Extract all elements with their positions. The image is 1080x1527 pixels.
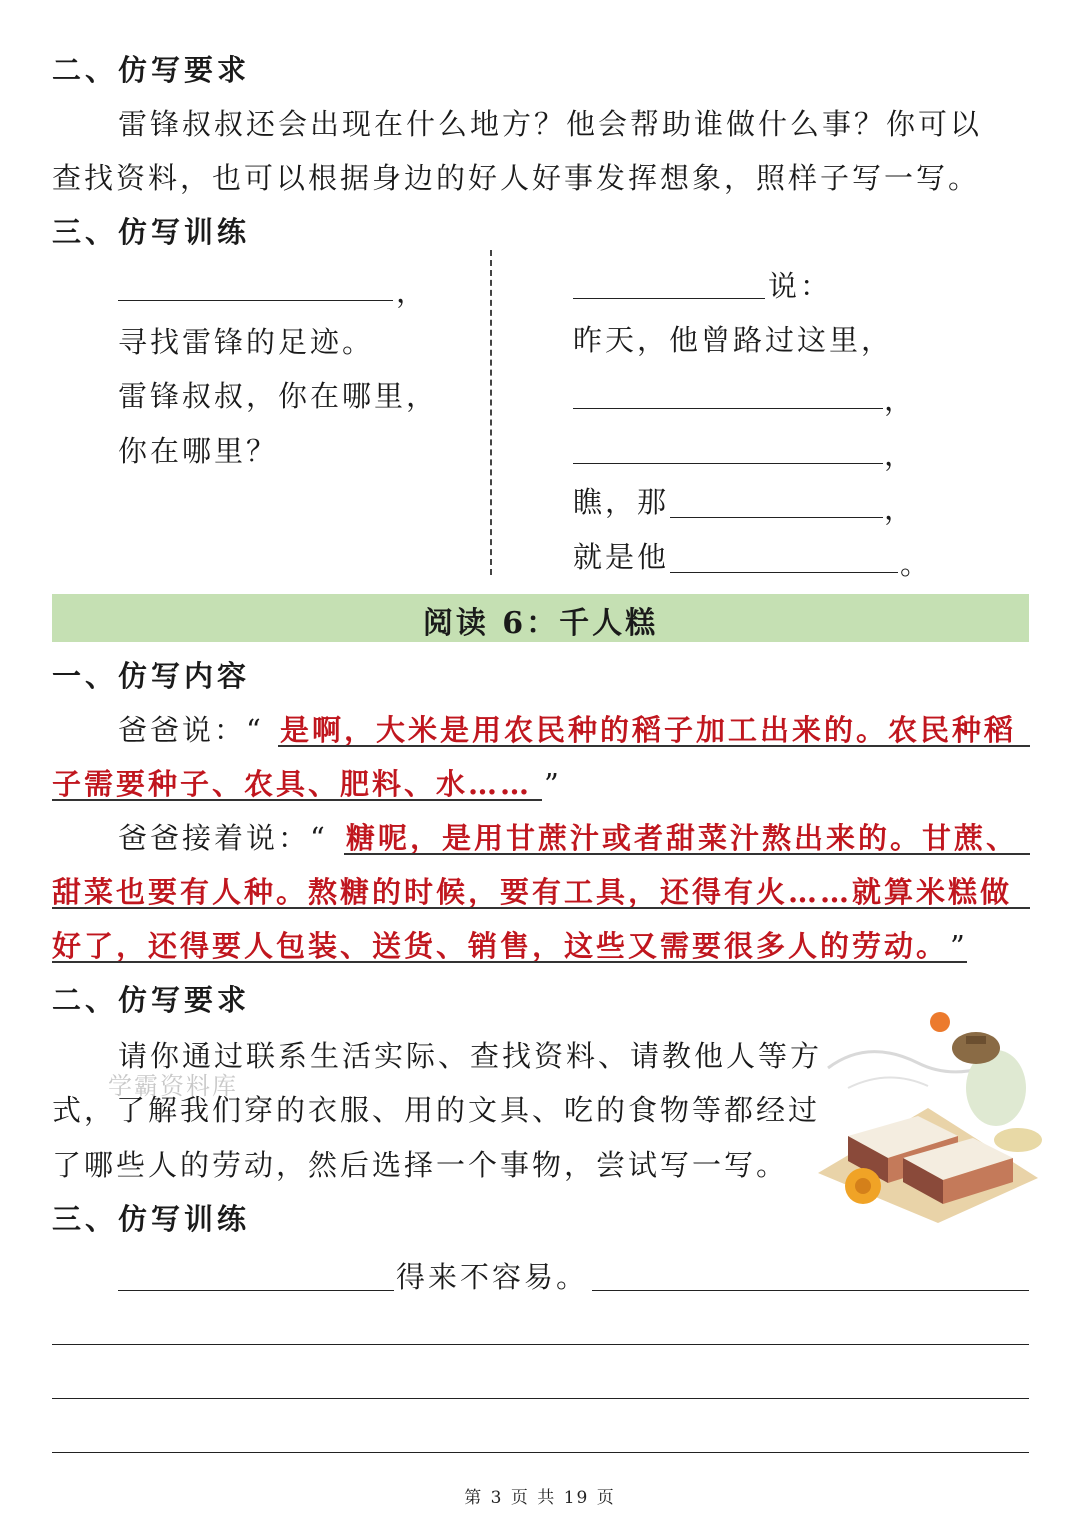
punctuation: ，: [884, 492, 917, 526]
section-heading-training: 三、仿写训练: [52, 1202, 251, 1236]
poem-line: 寻找雷锋的足迹。: [118, 325, 375, 359]
highlight-quote-line: 好了，还得要人包装、送货、销售，这些又需要很多人的劳动。: [52, 929, 949, 963]
highlight-quote-line: 子需要种子、农具、肥料、水……: [52, 767, 533, 801]
requirement-text-line: 式，了解我们穿的衣服、用的文具、吃的食物等都经过: [52, 1093, 821, 1127]
underline: [52, 961, 967, 963]
writing-line[interactable]: [52, 1398, 1029, 1399]
underline: [344, 853, 1030, 855]
section-heading-training: 三、仿写训练: [52, 215, 251, 249]
underline: [52, 907, 1030, 909]
highlight-quote-line: 是啊，大米是用农民种的稻子加工出来的。农民种稻: [280, 713, 1017, 747]
reading-title-banner: [52, 594, 1029, 642]
requirement-text-line: 查找资料，也可以根据身边的好人好事发挥想象，照样子写一写。: [52, 161, 981, 195]
punctuation: 。: [900, 547, 933, 581]
fill-blank[interactable]: [573, 463, 883, 464]
section-heading-requirements: 二、仿写要求: [52, 983, 251, 1017]
section-heading-requirements: 二、仿写要求: [52, 53, 251, 87]
poem-line: 你在哪里？: [118, 434, 279, 468]
highlight-quote-line: 糖呢，是用甘蔗汁或者甜菜汁熬出来的。甘蔗、: [346, 821, 1019, 855]
punctuation: ，: [884, 383, 917, 417]
reading-title: 阅读 6：千人糕: [422, 606, 659, 641]
poem-line: 昨天，他曾路过这里，: [573, 323, 894, 357]
fill-blank[interactable]: [118, 1290, 394, 1291]
requirement-text-line: 请你通过联系生活实际、查找资料、请教他人等方: [118, 1039, 823, 1073]
underline: [52, 799, 542, 801]
watermark: 学霸资料库: [108, 1072, 238, 1100]
quote-close: ”: [544, 767, 562, 801]
requirement-text-line: 雷锋叔叔还会出现在什么地方？他会帮助谁做什么事？你可以: [118, 107, 983, 141]
poem-text: 说：: [768, 269, 833, 303]
fill-blank[interactable]: [670, 517, 883, 518]
fill-blank[interactable]: [573, 298, 765, 299]
requirement-text-line: 了哪些人的劳动，然后选择一个事物，尝试写一写。: [52, 1148, 789, 1182]
writing-line[interactable]: [592, 1290, 1029, 1291]
poem-line: 雷锋叔叔，你在哪里，: [118, 379, 439, 413]
fill-blank[interactable]: [118, 300, 393, 301]
punctuation: ，: [884, 438, 917, 472]
training-prompt: 得来不容易。: [396, 1260, 589, 1294]
writing-line[interactable]: [52, 1344, 1029, 1345]
section-heading-content: 一、仿写内容: [52, 659, 251, 693]
quote-prefix: 爸爸说：“: [118, 713, 264, 747]
page-footer: 第 3 页 共 19 页: [464, 1488, 616, 1508]
fill-blank[interactable]: [573, 408, 883, 409]
punctuation: ，: [396, 275, 429, 309]
fill-blank[interactable]: [670, 572, 898, 573]
quote-close: ”: [950, 929, 968, 963]
underline: [278, 745, 1030, 747]
highlight-quote-line: 甜菜也要有人种。熬糖的时候，要有工具，还得有火……就算米糕做: [52, 875, 1013, 909]
writing-line[interactable]: [52, 1452, 1029, 1453]
quote-prefix: 爸爸接着说：“: [118, 821, 328, 855]
poem-text: 瞧，那: [573, 485, 670, 519]
rice-cake-illustration: [808, 1008, 1048, 1228]
column-divider: [490, 250, 492, 575]
poem-text: 就是他: [573, 540, 670, 574]
